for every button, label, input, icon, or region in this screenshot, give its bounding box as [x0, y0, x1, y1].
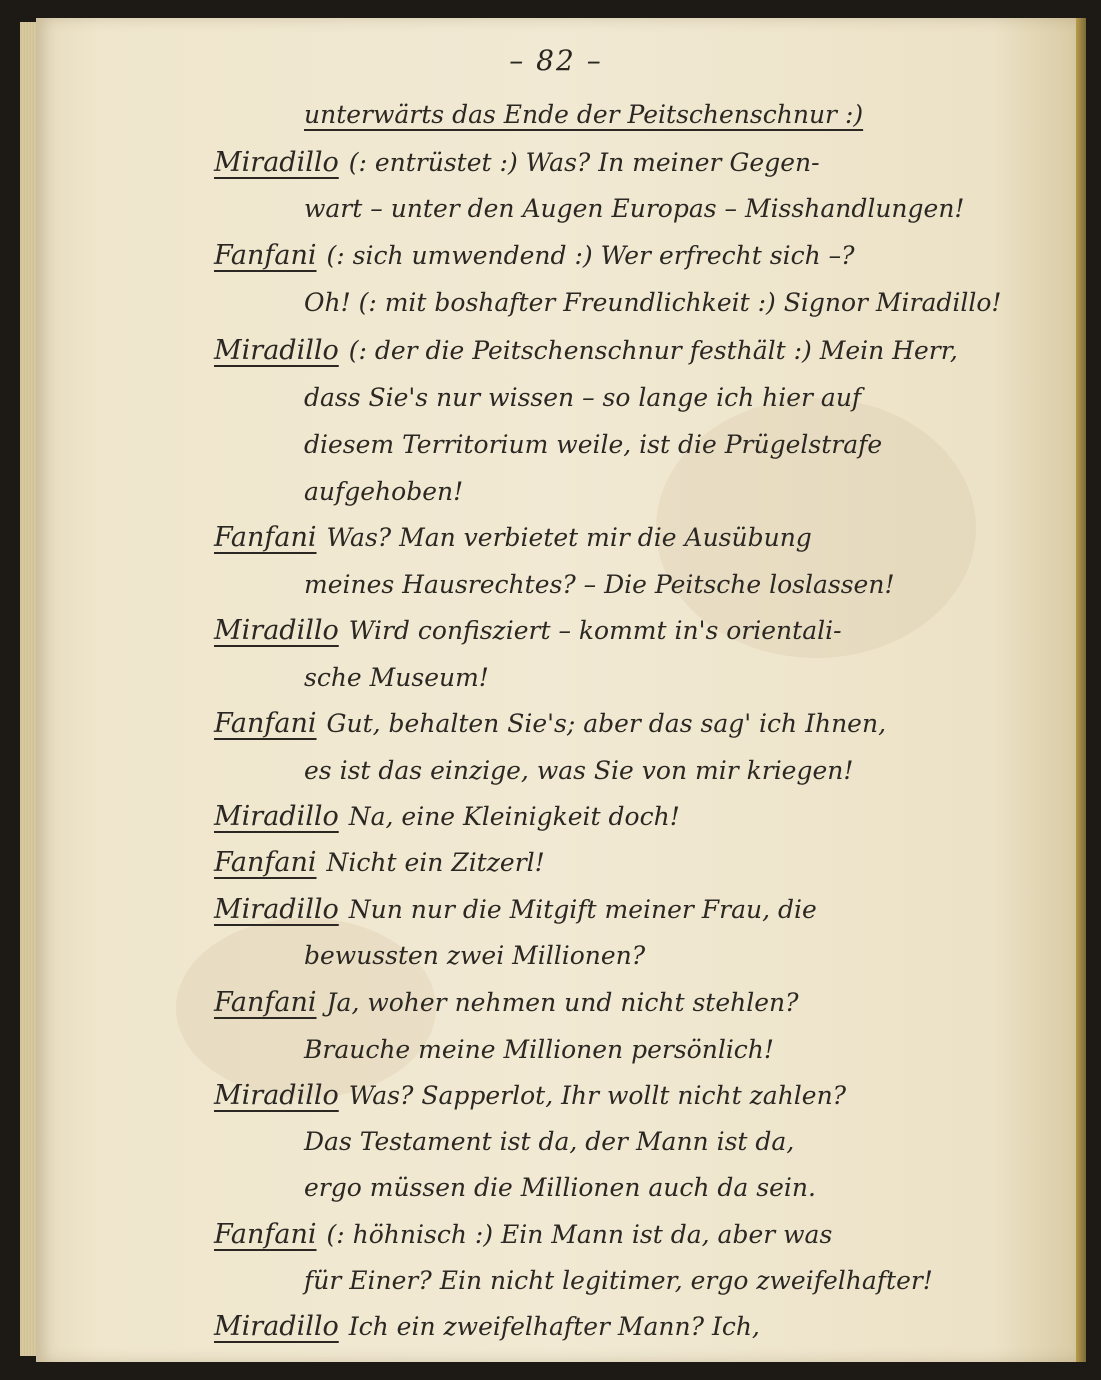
line-text: Gut, behalten Sie's; aber das sag' ich Ihnen, [326, 709, 887, 738]
manuscript-line [304, 570, 895, 600]
manuscript-line [304, 194, 964, 224]
line-text: diesem Territorium weile, ist die Prügelstrafe [304, 430, 883, 459]
line-text: aufgehoben! [304, 477, 464, 506]
manuscript-line [304, 1127, 794, 1157]
manuscript-line [214, 1312, 760, 1342]
manuscript-line [214, 148, 820, 178]
manuscript-line [304, 756, 853, 786]
line-text: Oh! (: mit boshafter Freundlichkeit :) Signor Miradillo! [304, 288, 1002, 317]
speaker-name: Fanfani [214, 708, 317, 739]
manuscript-line [214, 1081, 846, 1111]
speaker-name: Miradillo [214, 801, 339, 832]
line-text: für Einer? Ein nicht legitimer, ergo zweifelhafter! [304, 1266, 933, 1295]
line-text: (: der die Peitschenschnur festhält :) Mein Herr, [348, 336, 958, 365]
line-text: dass Sie's nur wissen – so lange ich hier auf [304, 383, 862, 412]
line-text: (: höhnisch :) Ein Mann ist da, aber was [326, 1220, 833, 1249]
manuscript-line [304, 1035, 774, 1065]
manuscript-line [214, 1220, 832, 1250]
line-text: wart – unter den Augen Europas – Misshandlungen! [304, 194, 965, 223]
line-text: bewussten zwei Millionen? [304, 941, 646, 970]
manuscript-line [214, 616, 842, 646]
page-stack-edge [20, 22, 36, 1356]
speaker-name: Fanfani [214, 987, 317, 1018]
line-text: Was? Man verbietet mir die Ausübung [326, 523, 812, 552]
manuscript-line [304, 383, 861, 413]
line-text: Nicht ein Zitzerl! [326, 848, 545, 877]
speaker-name: Miradillo [214, 335, 339, 366]
line-text: Das Testament ist da, der Mann ist da, [304, 1127, 795, 1156]
line-text: Ich ein zweifelhafter Mann? Ich, [348, 1312, 760, 1341]
speaker-name: Fanfani [214, 1219, 317, 1250]
speaker-name: Miradillo [214, 615, 339, 646]
manuscript-line [304, 941, 645, 971]
speaker-name: Fanfani [214, 522, 317, 553]
speaker-name: Miradillo [214, 147, 339, 178]
manuscript-line [214, 988, 799, 1018]
manuscript-line [214, 523, 812, 553]
line-text: (: sich umwendend :) Wer erfrecht sich –? [326, 241, 855, 270]
manuscript-line [304, 430, 882, 460]
line-text: meines Hausrechtes? – Die Peitsche loslassen! [304, 570, 895, 599]
manuscript-line [214, 895, 817, 925]
handwritten-text-block [36, 18, 1076, 1362]
line-text: Was? Sapperlot, Ihr wollt nicht zahlen? [348, 1081, 847, 1110]
book-cover-edge [1076, 18, 1086, 1362]
manuscript-line [214, 802, 680, 832]
speaker-name: Miradillo [214, 1080, 339, 1111]
manuscript-line [304, 1173, 816, 1203]
speaker-name: Fanfani [214, 240, 317, 271]
line-text: Nun nur die Mitgift meiner Frau, die [348, 895, 817, 924]
manuscript-line [304, 1266, 933, 1296]
line-text: unterwärts das Ende der Peitschenschnur :) [304, 100, 864, 129]
line-text: ergo müssen die Millionen auch da sein. [304, 1173, 816, 1202]
manuscript-line [214, 336, 958, 366]
manuscript-line [214, 848, 545, 878]
line-text: (: entrüstet :) Was? In meiner Gegen- [348, 148, 820, 177]
speaker-name: Miradillo [214, 894, 339, 925]
manuscript-line [304, 100, 863, 130]
speaker-name: Fanfani [214, 847, 317, 878]
manuscript-page [36, 18, 1076, 1362]
page-number: – 82 – [509, 44, 603, 77]
line-text: sche Museum! [304, 663, 489, 692]
line-text: es ist das einzige, was Sie von mir kriegen! [304, 756, 854, 785]
manuscript-line [214, 709, 886, 739]
line-text: Na, eine Kleinigkeit doch! [348, 802, 680, 831]
line-text: Ja, woher nehmen und nicht stehlen? [326, 988, 799, 1017]
speaker-name: Miradillo [214, 1311, 339, 1342]
manuscript-line [304, 288, 1001, 318]
manuscript-line [304, 477, 463, 507]
line-text: Wird confisziert – kommt in's orientali- [348, 616, 842, 645]
line-text: Brauche meine Millionen persönlich! [304, 1035, 774, 1064]
manuscript-line [304, 663, 489, 693]
manuscript-line [214, 241, 855, 271]
